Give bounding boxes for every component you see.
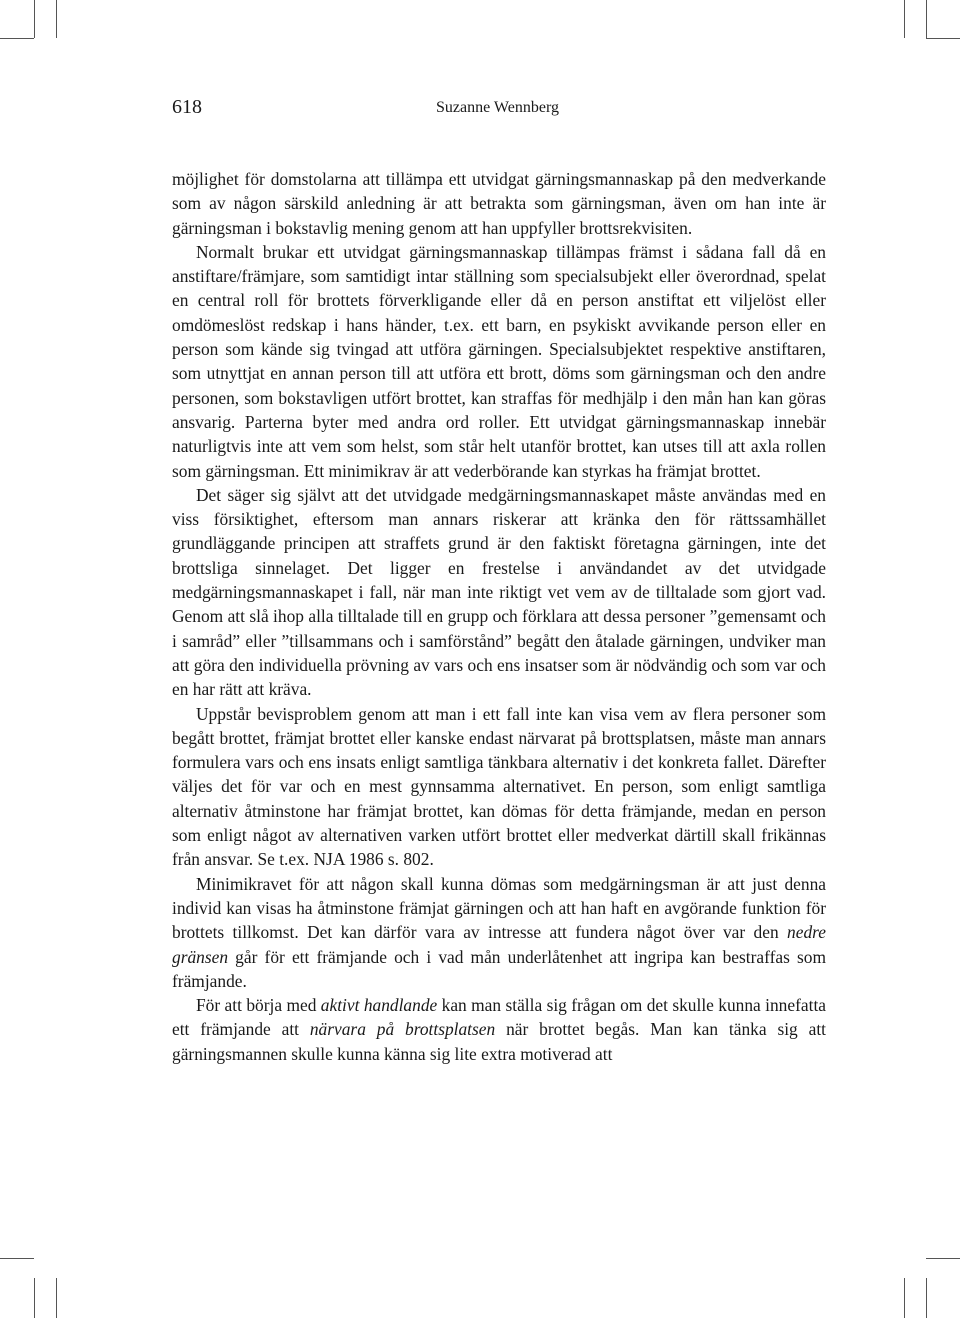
- text-run: går för ett främjande och i vad mån underlåtenhet att ingripa kan bestraffas som främjande.: [172, 946, 826, 991]
- text-run: när brottet begås. Man kan tänka sig att gärningsmannen skulle kunna känna sig lite extra motiverad att: [172, 1019, 826, 1064]
- crop-mark: [926, 0, 927, 38]
- crop-mark: [0, 1258, 34, 1259]
- paragraph: Normalt brukar ett utvidgat gärningsmannaskap tillämpas främst i sådana fall då en anstiftare/främjare, som samtidigt intar ställning som specialsubjekt eller överordnad, spelat en central roll för brottets förverkligande eller då en person anstiftat ett viljelöst eller omdömeslöst redskap i hans händer, t.ex. ett barn, en psykiskt avvikande person eller en person som kände sig tvingad att utföra gärningen. Specialsubjektet respektive anstiftaren, som utnyttjat en annan person till att utföra ett brott, döms som gärningsman och den andre personen, som bokstavligen utfört brottet, kan straffas för medhjälp i den mån han kan göras ansvarig. Parterna byter med andra ord roller. Ett utvidgat gärningsmannaskap innebär naturligtvis inte att vem som helst, som står helt utanför brottet, kan utses till att axla rollen som gärningsman. Ett minimikrav är att vederbörande kan styrkas ha främjat brottet.: [172, 241, 826, 481]
- paragraph: [172, 872, 826, 993]
- crop-mark: [926, 1258, 960, 1259]
- page-number: 618: [172, 96, 202, 118]
- crop-mark: [0, 38, 34, 39]
- running-head: [172, 94, 826, 120]
- crop-mark: [34, 0, 35, 38]
- emphasis: närvara på brottsplatsen: [309, 1019, 496, 1040]
- text-run: För att börja med: [196, 995, 321, 1016]
- crop-mark: [926, 38, 960, 39]
- emphasis: aktivt handlande: [320, 995, 438, 1016]
- paragraph: Uppstår bevisproblem genom att man i ett fall inte kan visa vem av flera personer som begått brottet, främjat brottet eller kanske endast närvarat på brottsplatsen, måste man annars formulera vars och ens insats enligt samtliga tänkbara alternativ i det konkreta fallet. Därefter väljes det för var och en mest gynnsamma alternativet. En person, som enligt samtliga alternativ åtminstone har främjat brottet, kan dömas för detta främjande, medan en person som enligt något av alternativen varken utfört brottet eller medverkat därtill skall frikännas från ansvar. Se t.ex. NJA 1986 s. 802.: [172, 703, 826, 870]
- paragraph: [172, 993, 826, 1066]
- crop-mark: [56, 0, 57, 38]
- crop-mark: [34, 1278, 35, 1318]
- crop-mark: [926, 1278, 927, 1318]
- crop-mark: [904, 0, 905, 38]
- emphasis: nedre gränsen: [172, 922, 826, 967]
- paragraph: Det säger sig självt att det utvidgade medgärningsmannaskapet måste användas med en viss försiktighet, eftersom man annars riskerar att kränka den för rättssamhället grundläggande principen att straffets grund är den faktiskt företagna gärningen, inte det brottsliga sinnelaget. Det ligger en frestelse i användandet av det utvidgade medgärningsmannaskapet i fall, när man inte riktigt vet vem av de tilltalade som gjort vad. Genom att slå ihop alla tilltalade till en grupp och förklara att dessa personer ”gemensamt och i samråd” eller ”tillsammans och i samförstånd” begått den åtalade gärningen, undviker man att göra den individuella prövning av vars och ens insatser som är nödvändig och som var och en har rätt att kräva.: [172, 484, 826, 700]
- running-head-author: Suzanne Wennberg: [436, 99, 559, 116]
- body-text: [172, 167, 826, 1066]
- crop-mark: [56, 1278, 57, 1318]
- paragraph: möjlighet för domstolarna att tillämpa ett utvidgat gärningsmannaskap på den medverkande som av någon särskild anledning är att betrakta som gärningsman, även om han inte är gärningsman i bokstavlig mening genom att han uppfyller brottsrekvisiten.: [172, 169, 826, 238]
- text-run: kan man ställa sig frågan om det skulle kunna innefatta ett främjande att: [172, 995, 826, 1040]
- crop-mark: [904, 1278, 905, 1318]
- text-run: Minimikravet för att någon skall kunna dömas som medgärningsman är att just denna individ kan visas ha åtminstone främjat gärningen och att han haft en avgörande funktion för brottets tillkomst. Det kan därför vara av intresse att fundera något över var den: [172, 873, 826, 943]
